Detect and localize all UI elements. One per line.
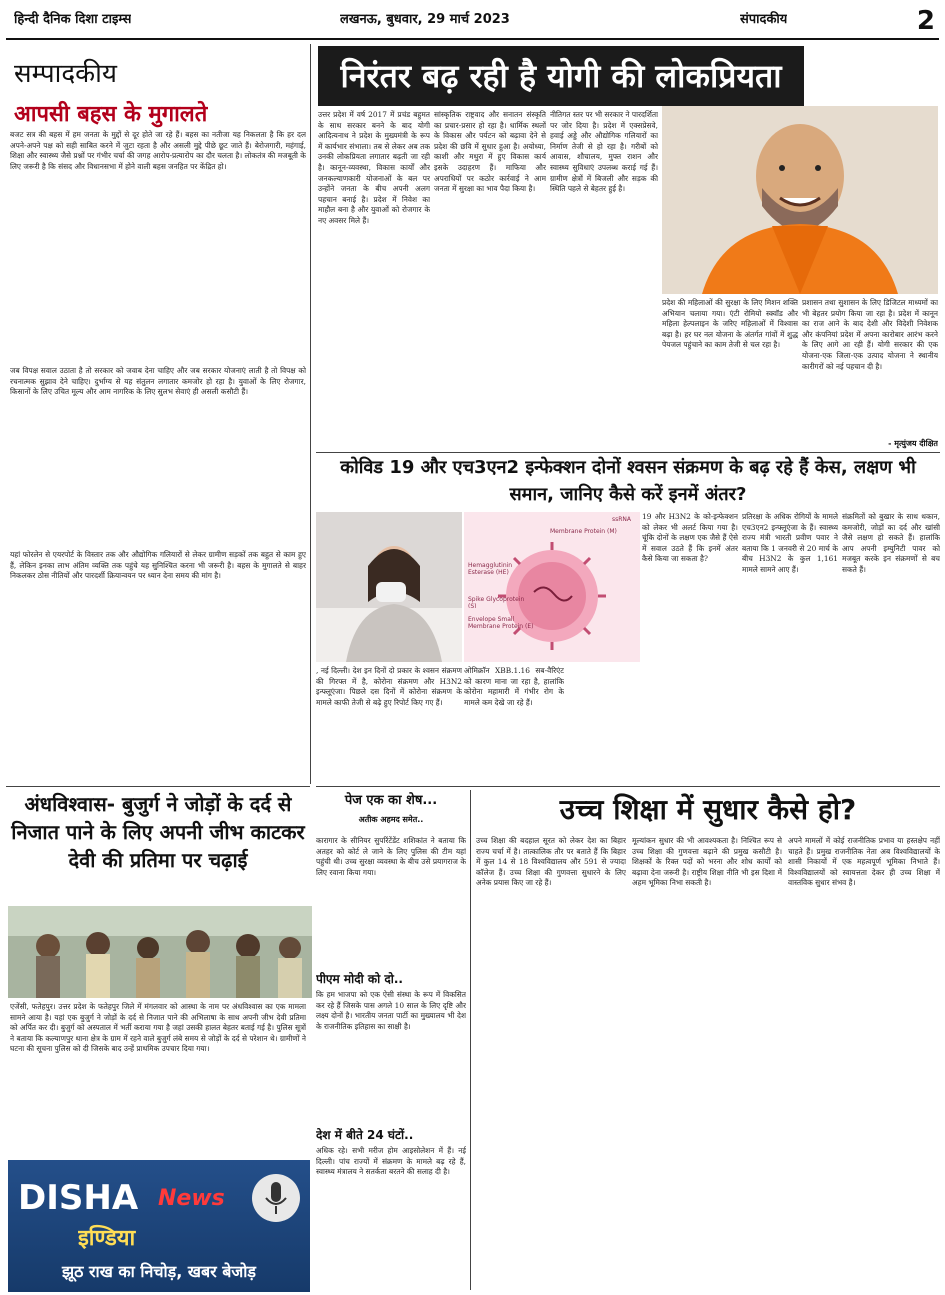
ad-box [8, 1160, 310, 1292]
section-rule [316, 786, 940, 787]
continuation-sub-1: पीएम मोदी को दो.. [316, 972, 403, 986]
virus-label-spike: Spike Glycoprotein (S) [468, 596, 525, 608]
virus-label-ssrna: ssRNA [612, 516, 632, 523]
section-rule [316, 452, 940, 453]
lead-col-1: उत्तर प्रदेश में वर्ष 2017 में प्रचंड बहुमत के साथ सरकार बनने के बाद योगी आदित्यनाथ ने प्रदेश के मुख्यमंत्री के रूप में कार्यभार संभाला। तब से लेकर अब तक उनकी लोकप्रियता लगातार बढ़ती जा रही है। कानून-व्यवस्था, विकास कार्यों और जनकल्याणकारी योजनाओं के बल पर उन्होंने जनता के बीच अपनी अलग पहचान बनाई है। प्रदेश में निवेश का माहौल बना है और युवाओं को रोजगार के नए अवसर मिले हैं। [318, 110, 430, 225]
editorial-para-3: यहां फोरलेन से एयरपोर्ट के विस्तार तक और औद्योगिक गलियारों से लेकर ग्रामीण सड़कों तक बहुत से काम हुए हैं, लेकिन इनका लाभ अंतिम व्यक्ति तक पहुंचे यह सुनिश्चित करना भी जरूरी है। बहस के मुगालते से बाहर निकलकर ठोस नीतियों और पारदर्शी क्रियान्वयन पर ध्यान देना समय की मांग है। [10, 550, 306, 581]
editorial-headline: आपसी बहस के मुगालते [14, 102, 208, 127]
section-rule [6, 786, 310, 787]
covid-virus-diagram [464, 512, 640, 662]
covid-photo-woman [316, 512, 462, 662]
lead-byline: - मृत्युंजय दीक्षित [888, 439, 938, 448]
editorial-section-title: सम्पादकीय [14, 59, 117, 89]
editorial-para-2: जब विपक्ष सवाल उठाता है तो सरकार को जवाब देना चाहिए और जब सरकार योजनाएं लाती है तो विपक्ष को रचनात्मक सुझाव देने चाहिए। दुर्भाग्य से यह संतुलन लगातार कमजोर हो रहा है। युवाओं के लिए रोजगार, किसानों के लिए उचित मूल्य और आम नागरिक के लिए सुलभ सेवाएं ही असली कसौटी हैं। [10, 366, 306, 397]
lead-col-4: प्रदेश की महिलाओं की सुरक्षा के लिए मिशन शक्ति अभियान चलाया गया। एंटी रोमियो स्क्वॉड और महिला हेल्पलाइन के जरिए महिलाओं में विश्वास बढ़ा है। हर घर नल योजना के अंतर्गत गांवों में शुद्ध पेयजल पहुंचाने का काम तेजी से चल रहा है। [662, 298, 798, 350]
virus-label-membrane: Membrane Protein (M) [550, 528, 617, 535]
education-col-1: उच्च शिक्षा की बदहाल सूरत को लेकर देश का बिहार राज्य चर्चा में है। तात्कालिक तौर पर बताते हैं कि बिहार में कुल 14 से 18 विश्वविद्यालय और 591 से ज्यादा कॉलेज हैं। उच्च शिक्षा की गुणवत्ता सुधारने के लिए अनेक प्रयास किए जा रहे हैं। [476, 836, 626, 888]
covid-col-5: संक्रमितों को बुखार के साथ थकान, कमजोरी, जोड़ों का दर्द और खांसी जैसे लक्षण हो सकते हैं। हालांकि आप अपनी इम्युनिटी पावर को मजबूत करके इन संक्रमणों से बच सकते हैं। [842, 512, 940, 574]
continuation-body-3: अधिक रहे। सभी मरीज होम आइसोलेशन में हैं। नई दिल्ली। पांच राज्यों में संक्रमण के मामले बढ़ रहे हैं, स्वास्थ्य मंत्रालय ने सतर्कता बरतने की सलाह दी है। [316, 1146, 466, 1177]
virus-label-he: Hemagglutinin Esterase (HE) [468, 562, 513, 576]
lead-col-2: सांस्कृतिक राष्ट्रवाद और सनातन संस्कृति का प्रचार-प्रसार हो रहा है। धार्मिक स्थलों के विकास और पर्यटन को बढ़ावा देने से प्रदेश की छवि में सुधार हुआ है। अयोध्या, काशी और मथुरा में हुए विकास कार्य इसके उदाहरण हैं। माफिया और अपराधियों पर कठोर कार्रवाई ने आम जनता में सुरक्षा का भाव पैदा किया है। [434, 110, 546, 194]
covid-col-4: प्रतिरक्षा के अधिक रोगियों के मामले एच3एन2 इन्फ्लूएंजा के हैं। स्वास्थ्य राज्य मंत्री भारती प्रवीण पवार ने बताया कि 1 जनवरी से 20 मार्च के बीच H3N2 के कुल 1,161 मामले सामने आए हैं। [742, 512, 838, 574]
paper-name: हिन्दी दैनिक दिशा टाइम्स [14, 12, 132, 27]
continuation-body-1: कारागार के सीनियर सुपरिंटेंडेंट शशिकांत ने बताया कि अतहर को कोर्ट ले जाने के लिए पुलिस की टीम यहां पहुंची थी। उच्च सुरक्षा व्यवस्था के बीच उसे प्रयागराज के लिए रवाना किया गया। [316, 836, 466, 877]
covid-col-1: , नई दिल्ली। देश इन दिनों दो प्रकार के श्वसन संक्रमण की गिरफ्त में है, कोरोना संक्रमण और H3N2 इन्फ्लूएंजा। पिछले दस दिनों में कोरोना संक्रमण के मामले काफी तेजी से बढ़े हुए रिपोर्ट किए गए हैं। [316, 666, 462, 707]
superstition-photo [8, 906, 312, 998]
continuation-title: पेज एक का शेष... [344, 793, 438, 808]
lead-col-3: नीतिगत स्तर पर भी सरकार ने पारदर्शिता पर जोर दिया है। प्रदेश में एक्सप्रेसवे, हवाई अड्डे और औद्योगिक गलियारों का निर्माण तेजी से हो रहा है। गरीबों को आवास, शौचालय, मुफ्त राशन और स्वास्थ्य सुविधाएं उपलब्ध कराई गई हैं। ग्रामीण क्षेत्रों में बिजली और सड़क की स्थिति पहले से बेहतर हुई है। [550, 110, 658, 194]
lead-photo [662, 106, 938, 294]
education-headline: उच्च शिक्षा में सुधार कैसे हो? [559, 793, 857, 826]
superstition-body: एजेंसी, फतेहपुर। उत्तर प्रदेश के फतेहपुर जिले में मंगलवार को आस्था के नाम पर अंधविश्वास का एक मामला सामने आया है। यहां एक बुजुर्ग ने जोड़ों के दर्द से निजात पाने की अभिलाषा के साथ अपनी जीभ देवी प्रतिमा को अर्पित कर दी। बुजुर्ग को अस्पताल में भर्ती कराया गया है जहां उसकी हालत बेहतर बताई गई है। पुलिस सूत्रों ने बताया कि कल्याणपुर थाना क्षेत्र के ग्राम में रहने वाले बुजुर्ग लंबे समय से जोड़ों के दर्द से परेशान थे। ग्रामीणों ने घटना की सूचना पुलिस को दी जिसके बाद उन्हें प्राथमिक उपचार दिया गया। [10, 1002, 306, 1054]
ad-brand: DISHA [18, 1178, 139, 1218]
superstition-headline: अंधविश्वास- बुजुर्ग ने जोड़ों के दर्द से निजात पाने के लिए अपनी जीभ काटकर देवी की प्रतिमा पर चढ़ाई [11, 792, 305, 872]
editorial-para-1: बजट सत्र की बहस में हम जनता के मुद्दों से दूर होते जा रहे हैं। बहस का नतीजा यह निकलता है कि हर दल अपने-अपने पक्ष को सही साबित करने में जुटा रहता है और असली मुद्दे पीछे छूट जाते हैं। बेरोजगारी, महंगाई, शिक्षा और स्वास्थ्य जैसे प्रश्नों पर गंभीर चर्चा की जगह आरोप-प्रत्यारोप का दौर चलता है। लोकतंत्र की मजबूती के लिए जरूरी है कि संसद और विधानसभा में होने वाली बहस जनहित पर केंद्रित हो। [10, 130, 306, 171]
lead-headline: निरंतर बढ़ रही है योगी की लोकप्रियता [318, 46, 804, 106]
section-label: संपादकीय [740, 12, 788, 27]
covid-headline: कोविड 19 और एच3एन2 इन्फेक्शन दोनों श्वसन संक्रमण के बढ़ रहे हैं केस, लक्षण भी समान, जानिए कैसे करें इनमें अंतर? [340, 457, 916, 505]
column-rule [310, 44, 311, 784]
ad-brand-news: News [158, 1186, 225, 1211]
continuation-author: अतीक अहमद समेत.. [358, 815, 424, 824]
covid-col-3: 19 और H3N2 के को-इन्फेक्शन को लेकर भी अलर्ट किया गया है। चूंकि दोनों के लक्षण एक जैसे हैं ऐसे में सवाल उठते हैं कि इनमें अंतर कैसे किया जा सकता है? [642, 512, 738, 564]
ad-tagline: झूठ राख का निचोड़, खबर बेजोड़ [62, 1262, 256, 1281]
page-number: 2 [916, 6, 935, 36]
continuation-sub-2: देश में बीते 24 घंटों.. [316, 1128, 414, 1142]
virus-label-envelope: Envelope Small Membrane Protein (E) [468, 616, 534, 630]
header-rule [6, 38, 939, 40]
lead-col-5: प्रशासन तथा सुशासन के लिए डिजिटल माध्यमों का भी बेहतर प्रयोग किया जा रहा है। प्रदेश में कानून का राज आने के बाद देशी और विदेशी निवेशक और कंपनियां प्रदेश में अपना कारोबार आरंभ करने के लिए आगे आ रही हैं। योगी सरकार की एक योजना-एक जिला-एक उत्पाद योजना ने स्थानीय कारीगरों को नई पहचान दी है। [802, 298, 938, 371]
education-col-2: मूल्यांकन सुधार की भी आवश्यकता है। निश्चित रूप से उच्च शिक्षा की गुणवत्ता बढ़ाने की प्रमुख कसौटी है। शिक्षकों के रिक्त पदों को भरना और शोध कार्यों को बढ़ावा देना जरूरी है। राष्ट्रीय शिक्षा नीति भी इस दिशा में अहम भूमिका निभा सकती है। [632, 836, 782, 888]
ad-country: इण्डिया [78, 1226, 136, 1251]
lead-headline-spacer [806, 44, 936, 106]
dateline: लखनऊ, बुधवार, 29 मार्च 2023 [340, 12, 510, 27]
education-col-3: अपने मामलों में कोई राजनीतिक प्रभाव या हस्तक्षेप नहीं चाहते हैं। प्रमुख राजनीतिक नेता अब विश्वविद्यालयों के शासी निकायों में एक महत्वपूर्ण भूमिका निभाते हैं। विश्वविद्यालयों को स्वायत्तता देकर ही उच्च शिक्षा में वास्तविक सुधार संभव है। [788, 836, 940, 888]
continuation-body-2: कि हम भाजपा को एक ऐसी संस्था के रूप में विकसित कर रहे हैं जिसके पास अगले 10 साल के लिए दृष्टि और लक्ष्य दोनों है। भारतीय जनता पार्टी का मुख्यालय भी देश के राजनीतिक इतिहास का साक्षी है। [316, 990, 466, 1031]
covid-col-2: ओमिक्रॉन XBB.1.16 सब-वैरिएंट को कारण माना जा रहा है, हालांकि कोरोना महामारी में गंभीर रोग के मामले कम देखे जा रहे हैं। [464, 666, 564, 707]
column-rule [470, 790, 471, 1290]
microphone-icon [252, 1174, 300, 1222]
